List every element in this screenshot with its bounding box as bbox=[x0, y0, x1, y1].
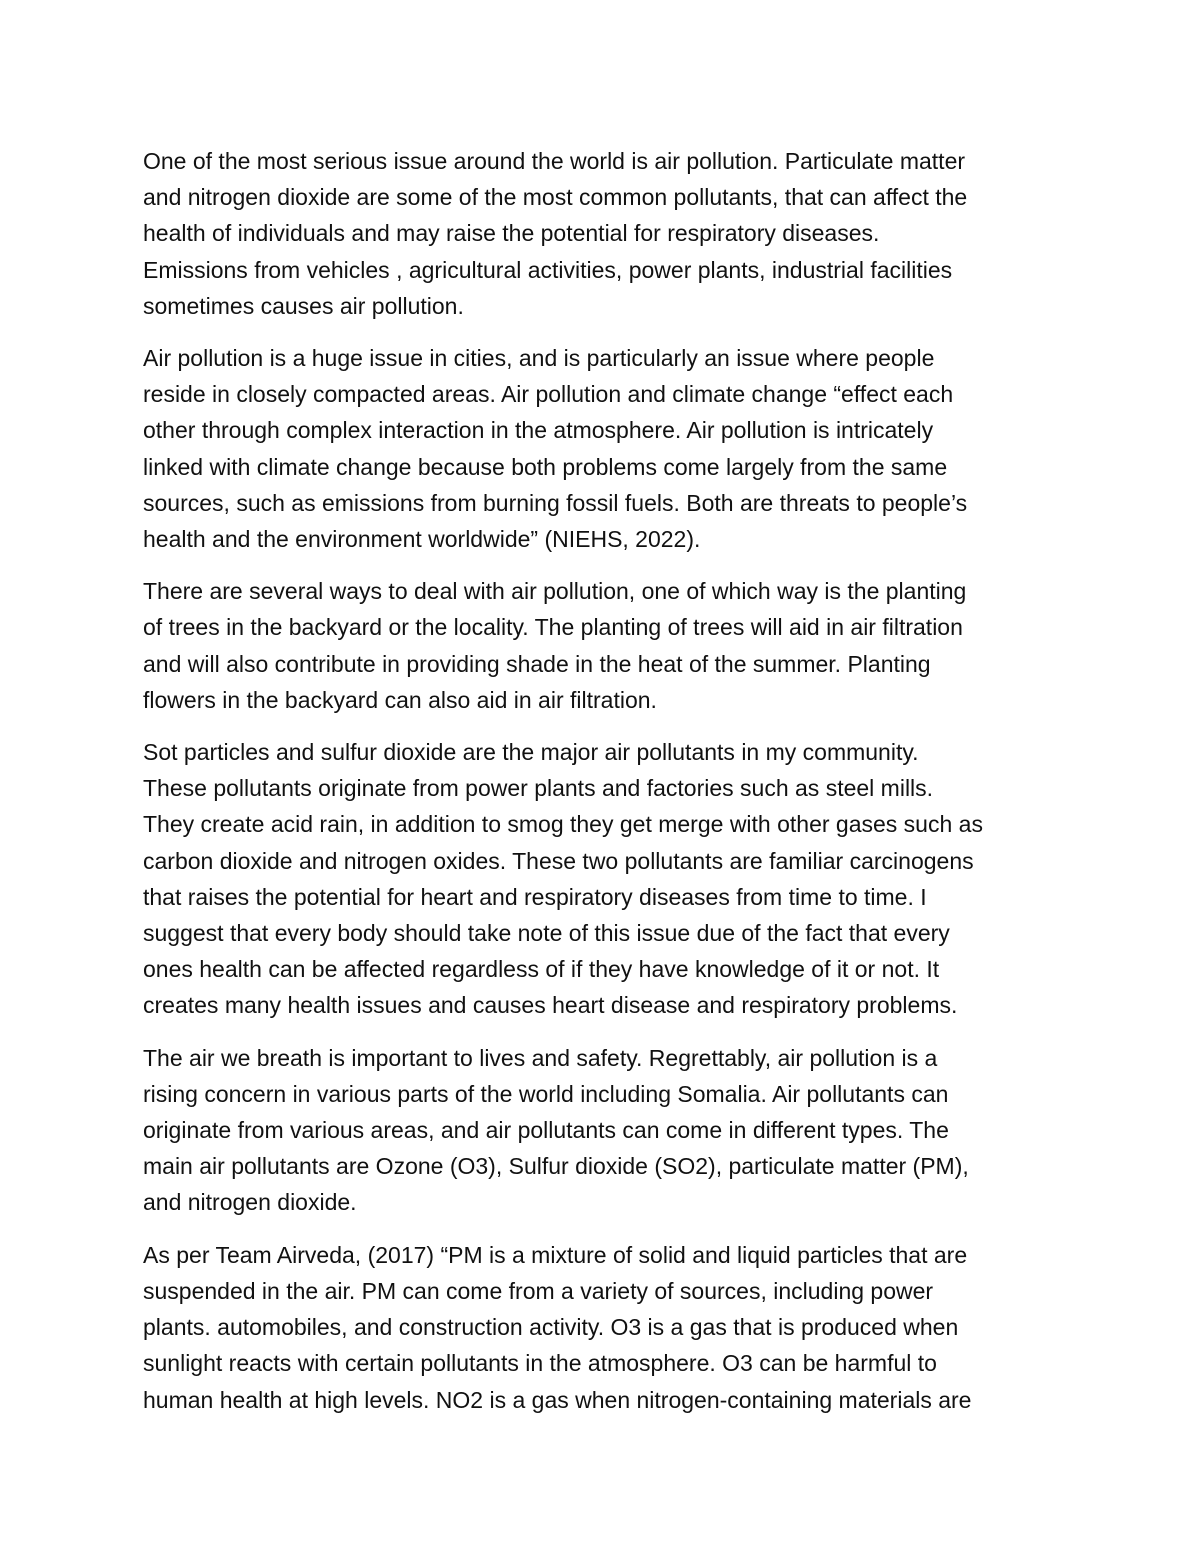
paragraph-3 bbox=[143, 573, 1063, 718]
text-line: that raises the potential for heart and respiratory diseases from time to time. I bbox=[143, 883, 927, 910]
text-line: The air we breath is important to lives and safety. Regrettably, air pollution is a bbox=[143, 1044, 938, 1071]
text-line: As per Team Airveda, (2017) “PM is a mixture of solid and liquid particles that are bbox=[143, 1241, 968, 1268]
text-line: health of individuals and may raise the potential for respiratory diseases. bbox=[143, 220, 880, 247]
text-line: linked with climate change because both problems come largely from the same bbox=[143, 453, 948, 480]
text-line: main air pollutants are Ozone (O3), Sulfur dioxide (SO2), particulate matter (PM), bbox=[143, 1153, 969, 1180]
text-line: flowers in the backyard can also aid in air filtration. bbox=[143, 686, 657, 713]
text-line: and nitrogen dioxide. bbox=[143, 1189, 357, 1216]
document-body bbox=[143, 143, 1063, 1434]
text-line: carbon dioxide and nitrogen oxides. These two pollutants are familiar carcinogens bbox=[143, 847, 974, 874]
paragraph-6 bbox=[143, 1237, 1063, 1418]
text-line: They create acid rain, in addition to smog they get merge with other gases such as bbox=[143, 811, 983, 838]
text-line: and will also contribute in providing shade in the heat of the summer. Planting bbox=[143, 650, 931, 677]
text-line: One of the most serious issue around the world is air pollution. Particulate matter bbox=[143, 148, 966, 174]
text-line: sometimes causes air pollution. bbox=[143, 292, 464, 319]
paragraph-4 bbox=[143, 734, 1063, 1024]
paragraph-5 bbox=[143, 1040, 1063, 1221]
text-line: sunlight reacts with certain pollutants in the atmosphere. O3 can be harmful to bbox=[143, 1350, 937, 1377]
text-line: of trees in the backyard or the locality. The planting of trees will aid in air filtration bbox=[143, 614, 963, 641]
text-line: suspended in the air. PM can come from a variety of sources, including power bbox=[143, 1277, 934, 1304]
text-line: There are several ways to deal with air pollution, one of which way is the planting bbox=[143, 578, 967, 605]
text-line: Emissions from vehicles , agricultural activities, power plants, industrial facilities bbox=[143, 256, 953, 283]
text-line: other through complex interaction in the atmosphere. Air pollution is intricately bbox=[143, 417, 934, 444]
text-line: and nitrogen dioxide are some of the most common pollutants, that can affect the bbox=[143, 184, 968, 211]
text-line: human health at high levels. NO2 is a gas when nitrogen-containing materials are bbox=[143, 1386, 972, 1413]
text-line: Air pollution is a huge issue in cities, and is particularly an issue where people bbox=[143, 345, 935, 372]
paragraph-1 bbox=[143, 143, 1063, 324]
text-line: originate from various areas, and air pollutants can come in different types. The bbox=[143, 1117, 949, 1144]
text-line: health and the environment worldwide” (NIEHS, 2022). bbox=[143, 526, 701, 553]
text-line: reside in closely compacted areas. Air pollution and climate change “effect each bbox=[143, 381, 954, 408]
text-line: ones health can be affected regardless of if they have knowledge of it or not. It bbox=[143, 956, 940, 983]
text-line: These pollutants originate from power plants and factories such as steel mills. bbox=[143, 775, 934, 802]
text-line: rising concern in various parts of the world including Somalia. Air pollutants can bbox=[143, 1080, 949, 1107]
text-line: Sot particles and sulfur dioxide are the major air pollutants in my community. bbox=[143, 739, 919, 766]
text-line: suggest that every body should take note of this issue due of the fact that every bbox=[143, 920, 950, 947]
text-line: sources, such as emissions from burning fossil fuels. Both are threats to people’s bbox=[143, 489, 968, 516]
text-line: creates many health issues and causes heart disease and respiratory problems. bbox=[143, 992, 958, 1019]
paragraph-2 bbox=[143, 340, 1063, 557]
text-line: plants. automobiles, and construction activity. O3 is a gas that is produced when bbox=[143, 1314, 959, 1341]
